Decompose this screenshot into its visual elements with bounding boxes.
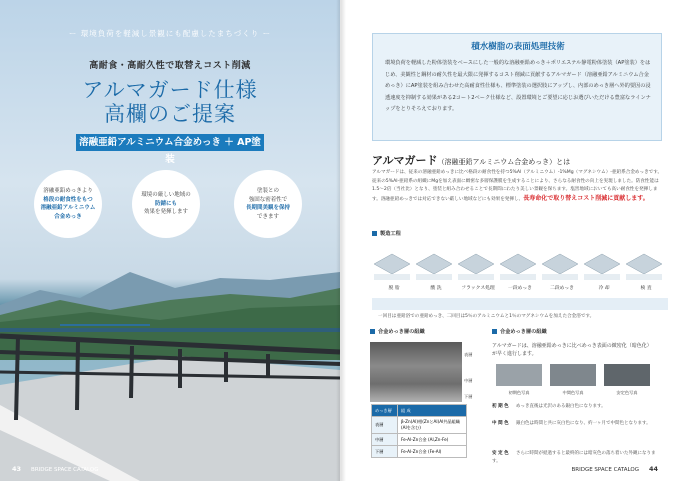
- page-title: [0, 78, 340, 126]
- tech-box-text: 環境負荷を軽減した粉体塗装をベースにした一般的な溶融亜鉛めっき＋ポリエステル静電粉体塗装（AP塗装）をはじめ、美観性と鋼材の耐久性を最大限に発揮するコスト削減に貢献するアルマガード（溶融亜鉛アルミニウム合金めっき）にAP塗装を組み合わせた高耐食性仕様も、標準塗装の選択肢にアップし、内部のめっき層へ外的要因の浸透速度を抑制する効果がある2コート2ベーク仕様など、設置環境とご要望に応じお選びいただける豊富なラインナップをとりそろえております。: [385, 60, 651, 112]
- process-label: 製造工程: [372, 230, 401, 237]
- page-footer-right: BRIDGE SPACE CATALOG 44: [571, 465, 658, 473]
- feature-circle-appearance: 塗装との 強固な密着性で 長期間美観を保持 できます: [234, 170, 302, 238]
- def-initial: 初 期 色 めっき直後は光沢のある銀白色になります。: [492, 404, 606, 409]
- step-label: 検 査: [640, 286, 652, 291]
- step-label: 脱 脂: [388, 286, 400, 291]
- description: アルマガードは、従来の溶融亜鉛めっきに比べ格段の耐食性を持つ5%Al（アルミニウム）-1%Mg（マグネシウム）-亜鉛系合金めっきです。従来の5%Al-亜鉛系の組織にMgを加え表面に緻密な多層保護膜を生成することにより、さらなる耐食性の向上を実現しました。防食性能は1.5～2倍（当社比）となり、塗装と組み合わせることで長期間にわたり美しい景観を保ちます。塩害地域においても高い耐食性を発揮します。溶融亜鉛めっきでは対応できない厳しい地域などにも効果を発揮し、長寿命化で取り替えコスト削減に貢献します。: [372, 170, 663, 202]
- photo-stable: [604, 364, 650, 386]
- def-stable: 安 定 色 さらに時間が経過すると最終的には暗灰色の落ち着いた外観になります。: [492, 451, 656, 464]
- color-text: アルマガードは、溶融亜鉛めっきに比べめっき表面の緻密化（暗色化）が早く進行します。: [492, 343, 652, 357]
- photo-label: 安定色写真: [616, 390, 638, 395]
- title-line-2: 高欄のご提案: [104, 102, 236, 126]
- layer-table: めっき層 組 成 表層 β-Zn(Al)相(ZnとAl)Al共晶組織(AIを含む) 中層 Fe-Al-Zn合金 (Al,Zn-Fe) 下層 Fe-Al-Zn合金 (Fe-Al): [371, 404, 467, 458]
- step-label: フラックス処理: [461, 286, 495, 291]
- caption: 高耐食・高耐久性で取替えコスト削減: [89, 61, 251, 71]
- micro-label: 合金めっき層の組織: [370, 328, 425, 335]
- step-label: 一段めっき: [508, 286, 532, 291]
- table-row: 表層 β-Zn(Al)相(ZnとAl)Al共晶組織(AIを含む): [372, 417, 467, 434]
- title-line-1: アルマガード仕様: [82, 78, 258, 102]
- layer-label: 中層: [464, 378, 473, 383]
- step-label: 酸 洗: [430, 286, 442, 291]
- spec-band: 溶融亜鉛アルミニウム合金めっき ＋ AP塗装: [76, 134, 264, 151]
- process-flow-bar: [372, 298, 668, 310]
- table-row: 中層 Fe-Al-Zn合金 (Al,Zn-Fe): [372, 434, 467, 446]
- photo-middle: [550, 364, 596, 386]
- table-row: 下層 Fe-Al-Zn合金 (Fe-Al): [372, 446, 467, 458]
- tech-box: [372, 33, 662, 141]
- tech-box-title: 積水樹脂の表面処理技術: [471, 42, 565, 52]
- feature-circle-rust: 環境の厳しい地域の 防錆にも 効果を発揮します: [132, 170, 200, 238]
- page-footer-left: 43 BRIDGE SPACE CATALOG: [12, 465, 99, 473]
- step-label: 二段めっき: [550, 286, 574, 291]
- photo-label: 初期色写真: [508, 390, 530, 395]
- def-middle: 中 間 色 銀白色は時間と共に灰白色になり、約一ヶ月で中間色となります。: [492, 421, 651, 426]
- micrograph-image: [370, 342, 462, 402]
- step-label: 冷 却: [598, 286, 610, 291]
- photo-initial: [496, 364, 542, 386]
- tagline: ー 環境負荷を軽減し景観にも配慮したまちづくり ー: [68, 29, 272, 38]
- photo-label: 中間色写真: [562, 390, 584, 395]
- process-note: 一回目は亜鉛浴での亜鉛めっき、二回目は5％のアルミニウムと1％のマグネシウムを加えた合金浴です。: [378, 314, 595, 319]
- spine-shadow: [336, 0, 346, 481]
- feature-circle-corrosion: 溶融亜鉛めっきより 格段の耐食性をもつ 溶融亜鉛アルミニウム 合金めっき: [34, 170, 102, 238]
- color-label: 合金めっき層の組織: [492, 328, 547, 335]
- layer-label: 表層: [464, 352, 473, 357]
- layer-label: 下層: [464, 394, 473, 399]
- section-heading: アルマガード（溶融亜鉛アルミニウム合金めっき）とは: [372, 154, 571, 167]
